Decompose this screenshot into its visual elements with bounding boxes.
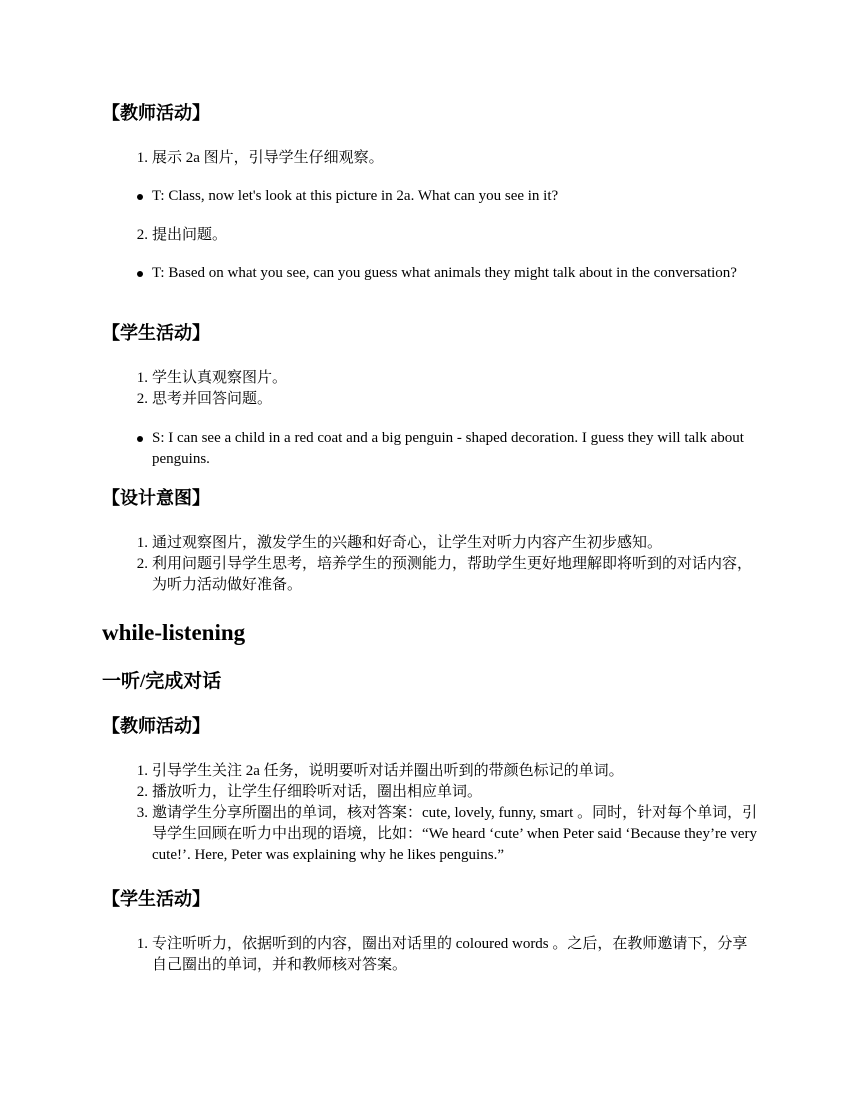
list-number: 1.: [136, 535, 148, 551]
student-activity-heading: 【学生活动】: [102, 889, 210, 909]
list-number: 2.: [136, 227, 148, 243]
bullet-icon: [137, 271, 143, 277]
list-item-text: 利用问题引导学生思考，培养学生的预测能力，帮助学生更好地理解即将听到的对话内容，为听力活动做好准备。: [152, 556, 753, 593]
list-number: 2.: [136, 556, 148, 572]
bullet-icon: [137, 194, 143, 200]
sub-heading: 一听/完成对话: [102, 671, 222, 692]
design-intent-heading: 【设计意图】: [102, 488, 210, 508]
list-number: 1.: [136, 150, 148, 166]
bullet-icon: [137, 436, 143, 442]
student-activity-heading: 【学生活动】: [102, 323, 210, 343]
bullet-item-text: T: Class, now let's look at this picture in 2a. What can you see in it?: [152, 188, 559, 204]
list-item-text: 通过观察图片，激发学生的兴趣和好奇心，让学生对听力内容产生初步感知。: [152, 535, 663, 551]
bullet-item-text: S: I can see a child in a red coat and a big penguin - shaped decoration. I guess they will talk about penguins.: [152, 430, 744, 467]
list-item-text: 邀请学生分享所圈出的单词，核对答案：cute, lovely, funny, smart 。同时，针对每个单词，引导学生回顾在听力中出现的语境，比如：“We heard ‘cute’ when Peter said ‘Because they’re very cute!’. Here, Peter was explaining why he likes penguins.”: [152, 805, 758, 863]
list-number: 2.: [136, 784, 148, 800]
bullet-item-text: T: Based on what you see, can you guess what animals they might talk about in the conversation?: [152, 265, 737, 281]
teacher-activity-heading: 【教师活动】: [102, 716, 210, 736]
teacher-activity-heading: 【教师活动】: [102, 103, 210, 123]
list-item-text: 播放听力，让学生仔细聆听对话，圈出相应单词。: [152, 784, 483, 800]
while-listening-heading: while-listening: [102, 620, 246, 645]
list-item-text: 思考并回答问题。: [152, 391, 273, 407]
list-number: 1.: [136, 936, 148, 952]
list-item-text: 提出问题。: [152, 227, 228, 243]
list-item-text: 专注听听力，依据听到的内容，圈出对话里的 coloured words 。之后，在教师邀请下，分享自己圈出的单词，并和教师核对答案。: [152, 936, 748, 973]
list-number: 2.: [136, 391, 148, 407]
list-number: 1.: [136, 370, 148, 386]
list-number: 3.: [136, 805, 148, 821]
list-number: 1.: [136, 763, 148, 779]
list-item-text: 展示 2a 图片，引导学生仔细观察。: [152, 150, 384, 166]
list-item-text: 学生认真观察图片。: [152, 370, 288, 386]
list-item-text: 引导学生关注 2a 任务，说明要听对话并圈出听到的带颜色标记的单词。: [152, 763, 624, 779]
